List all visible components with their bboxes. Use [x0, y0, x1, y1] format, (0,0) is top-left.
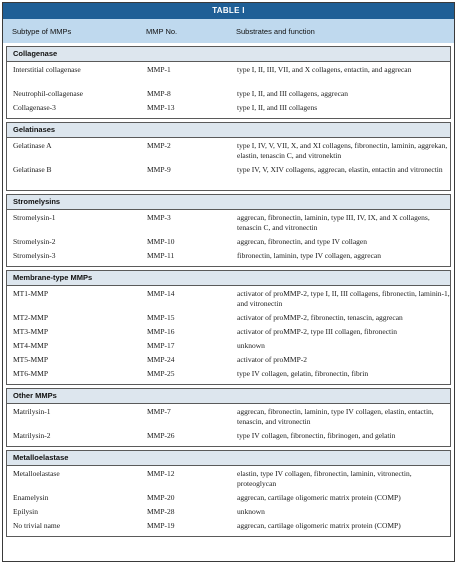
substrates-cell: aggrecan, cartilage oligomeric matrix protein (COMP)	[237, 521, 401, 530]
section-heading: Gelatinases	[7, 123, 450, 138]
subtype-name: MT3-MMP	[13, 327, 49, 336]
header-substrates: Substrates and function	[236, 27, 315, 36]
section-body	[7, 404, 450, 446]
substrates-cell: activator of proMMP-2	[237, 355, 307, 364]
section-body	[7, 62, 450, 118]
table-row	[7, 165, 450, 189]
subtype-name: Matrilysin-1	[13, 407, 51, 416]
section-gelatinases	[6, 122, 451, 191]
table-row	[7, 431, 450, 445]
substrates-cell: activator of proMMP-2, type I, II, III collagens, fibronectin, laminin-1, and vitronectin	[237, 289, 450, 308]
table-sections	[3, 46, 454, 537]
mmp-number: MMP-17	[147, 341, 175, 350]
table-row	[7, 507, 450, 521]
substrates-cell: unknown	[237, 507, 265, 516]
substrates-cell: type I, II, and III collagens	[237, 103, 318, 112]
mmp-number: MMP-2	[147, 141, 171, 150]
subtype-name: Stromelysin-3	[13, 251, 56, 260]
table-row	[7, 355, 450, 369]
subtype-name: MT2-MMP	[13, 313, 49, 322]
mmp-number: MMP-15	[147, 313, 175, 322]
mmp-number: MMP-7	[147, 407, 171, 416]
table-row	[7, 521, 450, 535]
header-subtype: Subtype of MMPs	[12, 27, 72, 36]
subtype-name: Neutrophil-collagenase	[13, 89, 83, 98]
table-row	[7, 237, 450, 251]
table-row	[7, 213, 450, 237]
mmp-number: MMP-12	[147, 469, 175, 478]
table-header-row	[3, 19, 454, 43]
mmp-number: MMP-14	[147, 289, 175, 298]
mmp-number: MMP-3	[147, 213, 171, 222]
section-body	[7, 466, 450, 536]
section-body	[7, 210, 450, 266]
table-row	[7, 89, 450, 103]
mmp-number: MMP-24	[147, 355, 175, 364]
table-title: TABLE I	[3, 3, 454, 19]
mmp-number: MMP-28	[147, 507, 175, 516]
section-heading: Other MMPs	[7, 389, 450, 404]
substrates-cell: type IV collagen, gelatin, fibronectin, fibrin	[237, 369, 369, 378]
table-row	[7, 407, 450, 431]
substrates-cell: fibronectin, laminin, type IV collagen, aggrecan	[237, 251, 381, 260]
mmp-number: MMP-8	[147, 89, 171, 98]
subtype-name: MT1-MMP	[13, 289, 49, 298]
subtype-name: MT4-MMP	[13, 341, 49, 350]
subtype-name: Enamelysin	[13, 493, 49, 502]
mmp-number: MMP-16	[147, 327, 175, 336]
subtype-name: Collagenase-3	[13, 103, 56, 112]
mmp-table	[2, 2, 455, 562]
table-row	[7, 313, 450, 327]
header-mmp-no: MMP No.	[146, 27, 178, 36]
section-metalloelastase	[6, 450, 451, 537]
section-other-mmps	[6, 388, 451, 447]
section-heading: Collagenase	[7, 47, 450, 62]
substrates-cell: type I, II, III, VII, and X collagens, entactin, and aggrecan	[237, 65, 412, 74]
section-body	[7, 286, 450, 384]
subtype-name: MT6-MMP	[13, 369, 49, 378]
substrates-cell: elastin, type IV collagen, fibronectin, laminin, vitronectin, proteoglycan	[237, 469, 412, 488]
subtype-name: No trivial name	[13, 521, 61, 530]
table-row	[7, 141, 450, 165]
mmp-number: MMP-9	[147, 165, 171, 174]
subtype-name: Matrilysin-2	[13, 431, 51, 440]
section-body	[7, 138, 450, 190]
table-row	[7, 369, 450, 383]
substrates-cell: type I, IV, V, VII, X, and XI collagens, fibronectin, laminin, aggrekan, elastin, tenascin C, and vitronektin	[237, 141, 448, 160]
section-heading: Stromelysins	[7, 195, 450, 210]
substrates-cell: aggrecan, fibronectin, laminin, type III, IV, IX, and X collagens, tenascin C, and vitronectin	[237, 213, 430, 232]
section-heading: Membrane-type MMPs	[7, 271, 450, 286]
substrates-cell: aggrecan, fibronectin, laminin, type IV collagen, elastin, entactin, tenascin, and vitronectin	[237, 407, 434, 426]
table-row	[7, 341, 450, 355]
table-row	[7, 327, 450, 341]
mmp-number: MMP-19	[147, 521, 175, 530]
table-row	[7, 65, 450, 89]
subtype-name: Stromelysin-2	[13, 237, 56, 246]
mmp-number: MMP-10	[147, 237, 175, 246]
subtype-name: Interstitial collagenase	[13, 65, 81, 74]
subtype-name: Gelatinase A	[13, 141, 52, 150]
substrates-cell: aggrecan, fibronectin, and type IV collagen	[237, 237, 368, 246]
mmp-number: MMP-13	[147, 103, 175, 112]
substrates-cell: type IV, V, XIV collagens, aggrecan, elastin, entactin and vitronectin	[237, 165, 443, 174]
subtype-name: Stromelysin-1	[13, 213, 56, 222]
table-row	[7, 289, 450, 313]
section-stromelysins	[6, 194, 451, 267]
substrates-cell: unknown	[237, 341, 265, 350]
section-membrane-type-mmps	[6, 270, 451, 385]
section-collagenase	[6, 46, 451, 119]
mmp-number: MMP-25	[147, 369, 175, 378]
substrates-cell: activator of proMMP-2, type III collagen, fibronectin	[237, 327, 397, 336]
subtype-name: Epilysin	[13, 507, 39, 516]
subtype-name: MT5-MMP	[13, 355, 49, 364]
substrates-cell: type I, II, and III collagens, aggrecan	[237, 89, 348, 98]
substrates-cell: aggrecan, cartilage oligomeric matrix protein (COMP)	[237, 493, 401, 502]
table-row	[7, 469, 450, 493]
section-heading: Metalloelastase	[7, 451, 450, 466]
substrates-cell: activator of proMMP-2, fibronectin, tenascin, aggrecan	[237, 313, 403, 322]
subtype-name: Gelatinase B	[13, 165, 52, 174]
mmp-number: MMP-20	[147, 493, 175, 502]
mmp-number: MMP-11	[147, 251, 175, 260]
substrates-cell: type IV collagen, fibronectin, fibrinogen, and gelatin	[237, 431, 396, 440]
mmp-number: MMP-1	[147, 65, 171, 74]
table-row	[7, 493, 450, 507]
mmp-number: MMP-26	[147, 431, 175, 440]
subtype-name: Metalloelastase	[13, 469, 60, 478]
table-row	[7, 251, 450, 265]
table-row	[7, 103, 450, 117]
